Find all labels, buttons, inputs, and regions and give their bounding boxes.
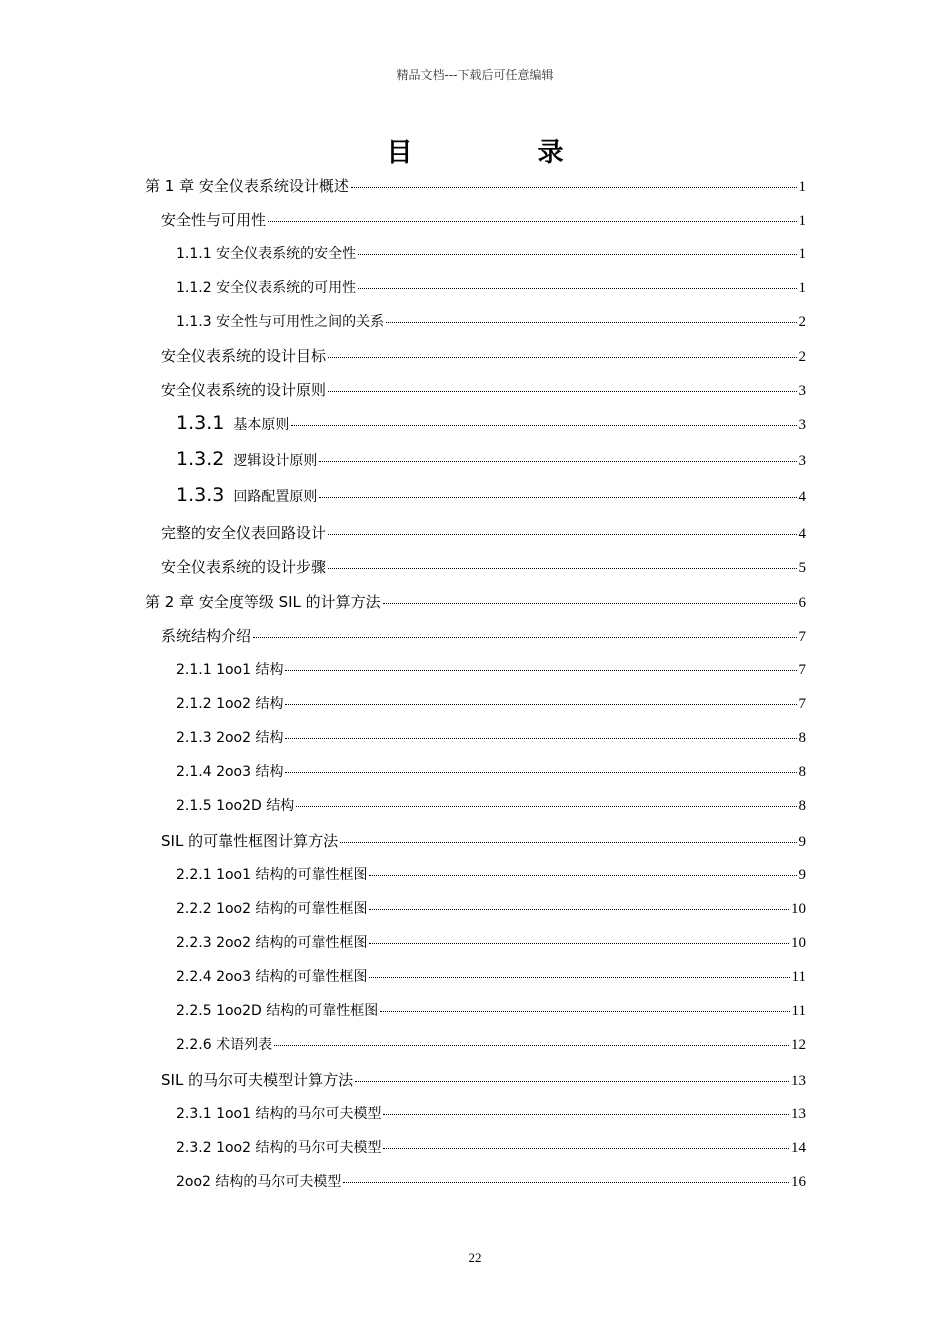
toc-dot-leader [319,497,796,498]
toc-entry-page: 16 [791,1174,806,1190]
toc-entry-label: 2.2.5 1oo2D 结构的可靠性框图 [176,1003,379,1019]
toc-entry[interactable] [176,932,806,952]
toc-entry-label: 2.2.3 2oo2 结构的可靠性框图 [176,935,368,951]
toc-entry[interactable] [176,966,806,986]
toc-dot-leader [380,1011,789,1012]
toc-dot-leader [274,1045,789,1046]
toc-entry-label: 2.2.1 1oo1 结构的可靠性框图 [176,867,368,883]
toc-dot-leader [358,288,796,289]
toc-entry-page: 13 [791,1073,806,1089]
toc-entry-page: 7 [798,629,806,645]
toc-entry-page: 10 [791,901,806,917]
toc-entry[interactable] [176,311,806,331]
toc-entry-page: 13 [791,1106,806,1122]
toc-dot-leader [328,391,796,392]
toc-entry-page: 8 [798,730,806,746]
toc-entry-page: 7 [798,696,806,712]
toc-entry-label: 系统结构介绍 [161,627,252,645]
toc-entry[interactable] [161,522,806,543]
toc-dot-leader [369,909,789,910]
toc-dot-leader [268,221,796,222]
toc-entry-label: 2.2.6 术语列表 [176,1037,273,1053]
toc-entry[interactable] [161,379,806,400]
toc-entry-page: 8 [798,764,806,780]
toc-dot-leader [328,357,796,358]
toc-entry[interactable] [161,1069,806,1090]
toc-entry-page: 3 [798,383,806,399]
toc-entry[interactable] [176,243,806,263]
toc-entry-page: 10 [791,935,806,951]
toc-entry-page: 9 [798,834,806,850]
toc-entry-label: 2.3.1 1oo1 结构的马尔可夫模型 [176,1106,382,1122]
toc-entry-label: 1.1.2 安全仪表系统的可用性 [176,280,357,296]
toc-dot-leader [285,704,796,705]
toc-entry-text: 基本原则 [233,417,290,433]
toc-entry[interactable] [176,693,806,713]
toc-dot-leader [253,637,796,638]
toc-dot-leader [351,187,797,188]
toc-entry-label: SIL 的可靠性框图计算方法 [161,832,339,850]
toc-entry[interactable] [176,484,806,506]
toc-entry[interactable] [176,795,806,815]
toc-entry[interactable] [176,1103,806,1123]
toc-entry-page: 1 [798,246,806,262]
toc-entry-page: 11 [791,1003,806,1019]
toc-entry-label: 安全仪表系统的设计步骤 [161,558,327,576]
toc-entry-label [176,448,317,470]
toc-dot-leader [355,1081,789,1082]
toc-dot-leader [383,1148,789,1149]
toc-entry[interactable] [145,175,806,196]
toc-entry-label: 安全仪表系统的设计目标 [161,347,327,365]
toc-entry-number: 1.3.3 [176,484,225,506]
toc-entry-label [176,484,317,506]
toc-entry-page: 4 [798,526,806,542]
toc-entry-page: 2 [798,349,806,365]
toc-dot-leader [383,1114,789,1115]
toc-entry-label: 安全仪表系统的设计原则 [161,381,327,399]
toc-entry[interactable] [176,659,806,679]
toc-entry-page: 11 [791,969,806,985]
toc-entry-label: 第 1 章 安全仪表系统设计概述 [145,177,349,195]
toc-entry-label: 2oo2 结构的马尔可夫模型 [176,1174,342,1190]
toc-entry-page: 3 [798,453,806,469]
toc-entry[interactable] [145,591,806,612]
toc-entry-label: 2.1.2 1oo2 结构 [176,696,284,712]
toc-title: 目 录 [386,138,622,168]
toc-dot-leader [369,875,796,876]
toc-entry-page: 8 [798,798,806,814]
page-number: 22 [468,1250,482,1265]
toc-entry-label: 安全性与可用性 [161,211,267,229]
toc-entry-label: 2.2.4 2oo3 结构的可靠性框图 [176,969,368,985]
toc-entry[interactable] [176,1000,806,1020]
toc-dot-leader [369,977,789,978]
toc-entry-page: 4 [798,489,806,505]
toc-entry[interactable] [176,277,806,297]
toc-dot-leader [285,772,796,773]
toc-entry-page: 2 [798,314,806,330]
toc-entry[interactable] [176,1034,806,1054]
toc-dot-leader [328,534,796,535]
toc-entry-label: 2.1.3 2oo2 结构 [176,730,284,746]
toc-entry-text: 回路配置原则 [233,489,318,505]
toc-entry-page: 1 [798,213,806,229]
toc-entry[interactable] [161,209,806,230]
toc-entry-label: 2.1.1 1oo1 结构 [176,662,284,678]
toc-entry-page: 1 [798,179,806,195]
toc-entry[interactable] [176,727,806,747]
toc-entry-label: 1.1.3 安全性与可用性之间的关系 [176,314,385,330]
toc-dot-leader [369,943,789,944]
toc-entry[interactable] [176,412,806,434]
toc-dot-leader [386,322,796,323]
toc-dot-leader [319,461,796,462]
toc-entry-page: 6 [798,595,806,611]
toc-entry-page: 3 [798,417,806,433]
toc-entry-label: 2.3.2 1oo2 结构的马尔可夫模型 [176,1140,382,1156]
toc-entry-number: 1.3.2 [176,448,225,470]
toc-entry-page: 1 [798,280,806,296]
toc-entry-page: 14 [791,1140,806,1156]
toc-entry-page: 7 [798,662,806,678]
toc-dot-leader [340,842,796,843]
toc-entry-label: 2.1.5 1oo2D 结构 [176,798,295,814]
toc-entry-label: 2.2.2 1oo2 结构的可靠性框图 [176,901,368,917]
toc-entry-label: 完整的安全仪表回路设计 [161,524,327,542]
toc-entry[interactable] [176,864,806,884]
toc-entry-page: 5 [798,560,806,576]
page-header: 精品文档---下载后可任意编辑 [396,68,554,82]
toc-dot-leader [285,738,796,739]
toc-entry-page: 9 [798,867,806,883]
toc-entry-label: SIL 的马尔可夫模型计算方法 [161,1071,354,1089]
toc-dot-leader [328,568,796,569]
toc-entry[interactable] [161,830,806,851]
toc-entry[interactable] [176,898,806,918]
toc-entry[interactable] [176,1171,806,1191]
toc-entry-label: 2.1.4 2oo3 结构 [176,764,284,780]
toc-entry-label: 第 2 章 安全度等级 SIL 的计算方法 [145,593,381,611]
toc-entry[interactable] [161,625,806,646]
toc-dot-leader [291,425,796,426]
toc-entry[interactable] [176,761,806,781]
toc-dot-leader [383,603,797,604]
toc-entry-number: 1.3.1 [176,412,225,434]
toc-entry[interactable] [161,345,806,366]
toc-entry[interactable] [161,556,806,577]
toc-entry-label: 1.1.1 安全仪表系统的安全性 [176,246,357,262]
toc-entry-label [176,412,289,434]
toc-entry-page: 12 [791,1037,806,1053]
toc-dot-leader [296,806,796,807]
toc-entry-text: 逻辑设计原则 [233,453,318,469]
toc-dot-leader [358,254,796,255]
toc-entry[interactable] [176,1137,806,1157]
toc-dot-leader [285,670,796,671]
toc-dot-leader [343,1182,789,1183]
toc-entry[interactable] [176,448,806,470]
